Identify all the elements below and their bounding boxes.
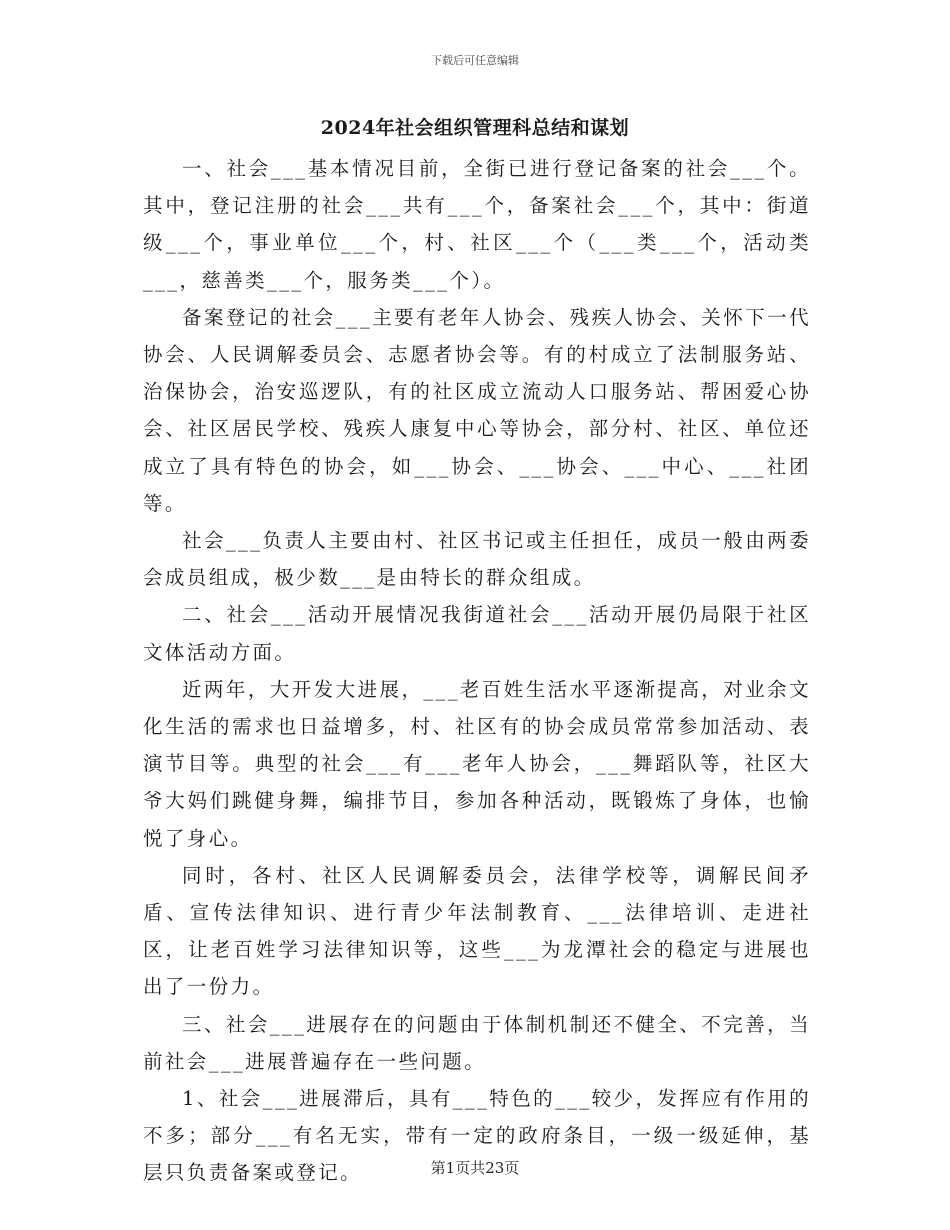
page-footer: 第1页共23页 <box>430 1159 520 1177</box>
paragraph: 二、社会___活动开展情况我街道社会___活动开展仍局限于社区文体活动方面。 <box>143 603 811 664</box>
paragraph: 备案登记的社会___主要有老年人协会、残疾人协会、关怀下一代协会、人民调解委员会、志愿者协会等。有的村成立了法制服务站、治保协会，治安巡逻队，有的社区成立流动人口服务站、帮困爱心协会、社区居民学校、残疾人康复中心等协会，部分村、社区、单位还成立了具有特色的协会，如___协会、___协会、___中心、___社团等。 <box>143 305 811 515</box>
paragraph: 1、社会___进展滞后，具有___特色的___较少，发挥应有作用的不多；部分___有名无实，带有一定的政府条目，一级一级延伸，基层只负责备案或登记。 <box>143 1087 811 1185</box>
paragraph: 同时，各村、社区人民调解委员会，法律学校等，调解民间矛盾、宣传法律知识、进行青少年法制教育、___法律培训、走进社区，让老百姓学习法律知识等，这些___为龙潭社会的稳定与进展也出了一份力。 <box>143 863 811 999</box>
paragraph: 一、社会___基本情况目前，全街已进行登记备案的社会___个。其中，登记注册的社会___共有___个，备案社会___个，其中：街道级___个，事业单位___个，村、社区___个（___类___个，活动类___，慈善类___个，服务类___个）。 <box>143 157 811 292</box>
document-title: 2024年社会组织管理科总结和谋划 <box>320 117 630 139</box>
paragraph: 近两年，大开发大进展，___老百姓生活水平逐渐提高，对业余文化生活的需求也日益增多，村、社区有的协会成员常常参加活动、表演节目等。典型的社会___有___老年人协会，___舞蹈队等，社区大爷大妈们跳健身舞，编排节目，参加各种活动，既锻炼了身体，也愉悦了身心。 <box>143 677 811 850</box>
header-note: 下载后可任意编辑 <box>431 54 519 67</box>
document-body <box>143 150 811 1192</box>
paragraph: 社会___负责人主要由村、社区书记或主任担任，成员一般由两委会成员组成，极少数___是由特长的群众组成。 <box>143 529 811 590</box>
paragraph: 三、社会___进展存在的问题由于体制机制还不健全、不完善，当前社会___进展普遍存在一些问题。 <box>143 1012 811 1073</box>
